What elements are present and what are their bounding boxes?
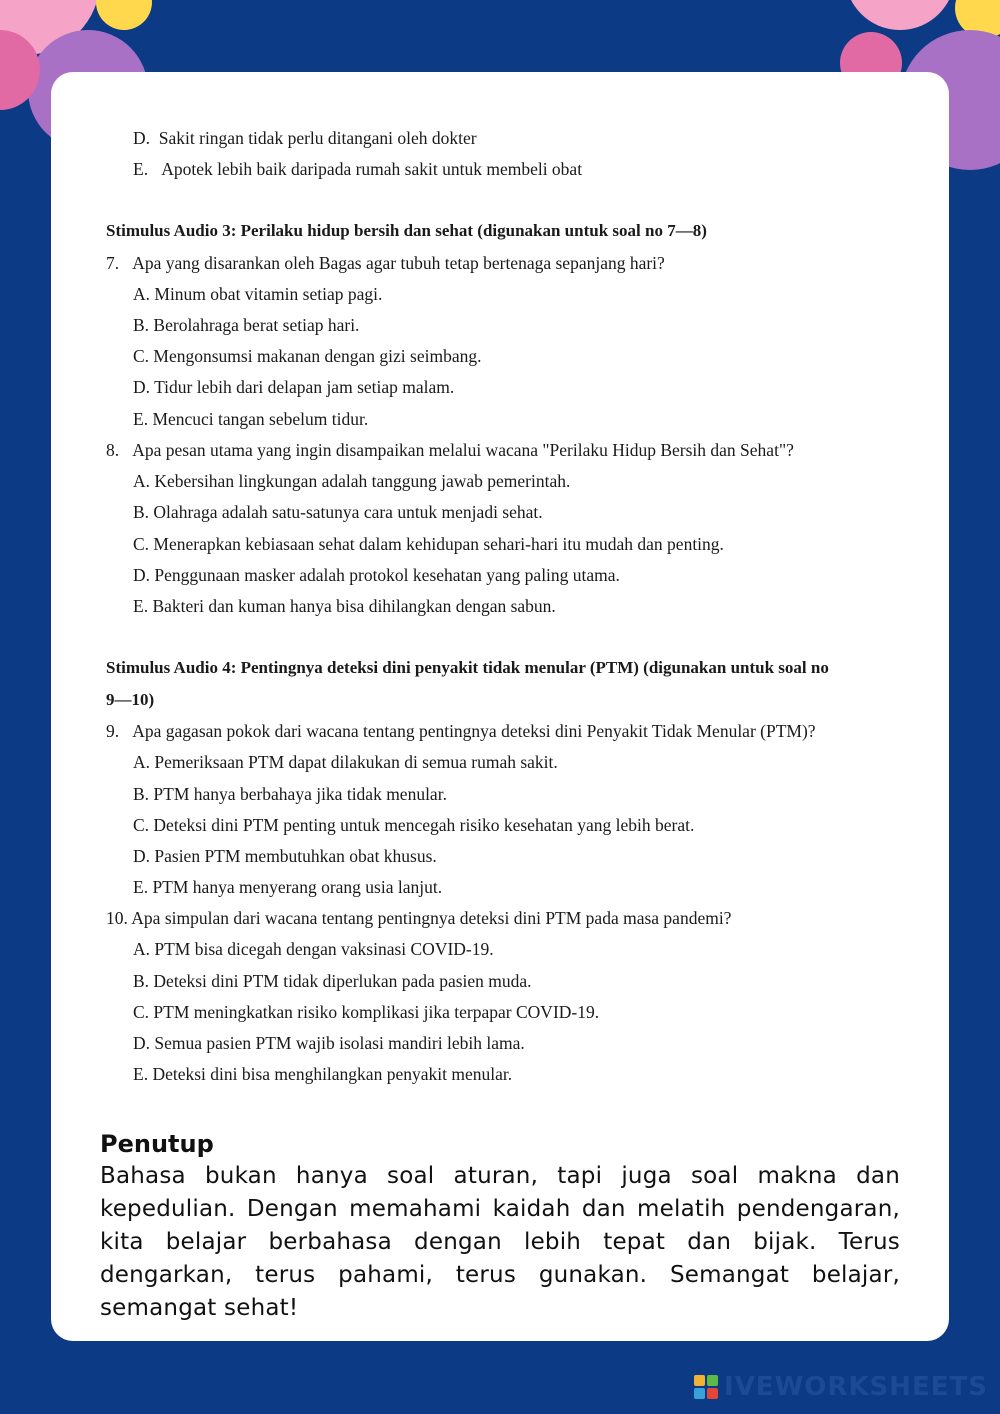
q9-option-d: D. Pasien PTM membutuhkan obat khusus. xyxy=(133,846,437,866)
stimulus-4-heading: Stimulus Audio 4: Pentingnya deteksi dini penyakit tidak menular (PTM) (digunakan untuk soal no xyxy=(106,658,829,677)
stimulus-3-heading: Stimulus Audio 3: Perilaku hidup bersih dan sehat (digunakan untuk soal no 7—8) xyxy=(106,221,707,240)
worksheet-card xyxy=(51,72,949,1341)
decor-circle-pink-right xyxy=(845,0,955,30)
question-7: 7. Apa yang disarankan oleh Bagas agar tubuh tetap bertenaga sepanjang hari? xyxy=(106,253,665,273)
q8-option-d: D. Penggunaan masker adalah protokol kesehatan yang paling utama. xyxy=(133,565,620,585)
q8-option-b: B. Olahraga adalah satu-satunya cara untuk menjadi sehat. xyxy=(133,502,543,522)
q10-option-b: B. Deteksi dini PTM tidak diperlukan pada pasien muda. xyxy=(133,971,532,991)
q8-option-c: C. Menerapkan kebiasaan sehat dalam kehidupan sehari-hari itu mudah dan penting. xyxy=(133,534,724,554)
stimulus-4-heading-cont: 9—10) xyxy=(106,690,155,709)
q9-option-e: E. PTM hanya menyerang orang usia lanjut. xyxy=(133,877,443,897)
question-10: 10. Apa simpulan dari wacana tentang pentingnya deteksi dini PTM pada masa pandemi? xyxy=(106,908,732,928)
q10-option-c: C. PTM meningkatkan risiko komplikasi jika terpapar COVID-19. xyxy=(133,1002,600,1022)
logo-square-v xyxy=(694,1388,705,1399)
closing-title: Penutup xyxy=(100,1130,214,1158)
logo-square-e xyxy=(707,1388,718,1399)
q9-option-c: C. Deteksi dini PTM penting untuk mencegah risiko kesehatan yang lebih berat. xyxy=(133,815,695,835)
question-8: 8. Apa pesan utama yang ingin disampaikan melalui wacana "Perilaku Hidup Bersih dan Sehat"? xyxy=(106,440,794,460)
q10-option-e: E. Deteksi dini bisa menghilangkan penyakit menular. xyxy=(133,1064,513,1084)
question-9: 9. Apa gagasan pokok dari wacana tentang pentingnya deteksi dini Penyakit Tidak Menular (PTM)? xyxy=(106,721,816,741)
q8-option-a: A. Kebersihan lingkungan adalah tanggung jawab pemerintah. xyxy=(133,471,571,491)
q8-option-e: E. Bakteri dan kuman hanya bisa dihilangkan dengan sabun. xyxy=(133,596,556,616)
q7-option-d: D. Tidur lebih dari delapan jam setiap malam. xyxy=(133,377,455,397)
option-d-prev: D. Sakit ringan tidak perlu ditangani oleh dokter xyxy=(133,128,477,148)
decor-circle-yellow-left xyxy=(96,0,152,30)
q7-option-c: C. Mengonsumsi makanan dengan gizi seimbang. xyxy=(133,346,482,366)
q7-option-b: B. Berolahraga berat setiap hari. xyxy=(133,315,360,335)
logo-square-l xyxy=(694,1375,705,1386)
liveworksheets-logo-icon xyxy=(694,1375,718,1399)
q9-option-a: A. Pemeriksaan PTM dapat dilakukan di semua rumah sakit. xyxy=(133,752,558,772)
q10-option-d: D. Semua pasien PTM wajib isolasi mandiri lebih lama. xyxy=(133,1033,525,1053)
q9-option-b: B. PTM hanya berbahaya jika tidak menular. xyxy=(133,784,447,804)
logo-square-i xyxy=(707,1375,718,1386)
closing-body: Bahasa bukan hanya soal aturan, tapi juga soal makna dan kepedulian. Dengan memahami kaidah dan melatih pendengaran, kita belajar berbahasa dengan lebih tepat dan bijak. Terus dengarkan, terus pahami, terus gunakan. Semangat belajar, semangat sehat! xyxy=(100,1163,900,1321)
liveworksheets-wordmark: IVEWORKSHEETS xyxy=(724,1372,988,1402)
q7-option-a: A. Minum obat vitamin setiap pagi. xyxy=(133,284,383,304)
q10-option-a: A. PTM bisa dicegah dengan vaksinasi COVID-19. xyxy=(133,939,494,959)
q7-option-e: E. Mencuci tangan sebelum tidur. xyxy=(133,409,369,429)
liveworksheets-brand xyxy=(694,1372,988,1402)
option-e-prev: E. Apotek lebih baik daripada rumah sakit untuk membeli obat xyxy=(133,159,583,179)
